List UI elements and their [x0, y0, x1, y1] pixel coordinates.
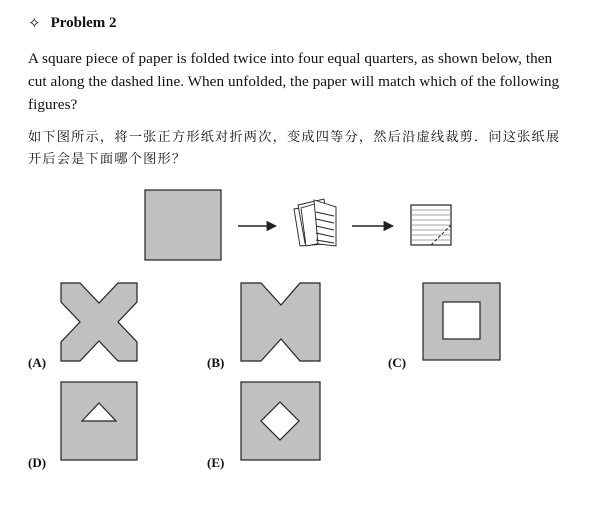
- option-a-figure: [61, 283, 137, 361]
- option-d-label: (D): [28, 455, 47, 470]
- option-e-label: (E): [207, 455, 225, 470]
- four-point-star-icon: ✧: [28, 16, 41, 32]
- paper-square: [145, 190, 221, 260]
- option-c-label: (C): [388, 355, 407, 370]
- option-b-figure: [241, 283, 320, 361]
- option-c-hole: [443, 302, 480, 339]
- folding-paper-illustration: [294, 199, 336, 246]
- problem-text-english: A square piece of paper is folded twice into four equal quarters, as shown below, then cut along the dashed line. When unfolded, the paper will match which of the following figures?: [28, 50, 560, 113]
- problem-text-chinese: 如下图所示，将一张正方形纸对折两次，变成四等分，然后沿虚线裁剪．问这张纸展开后会是下面哪个图形？: [28, 130, 561, 167]
- option-b-label: (B): [207, 355, 225, 370]
- option-a-label: (A): [28, 355, 47, 370]
- folded-quarter-square: [411, 205, 451, 245]
- problem-title: Problem 2: [50, 15, 117, 31]
